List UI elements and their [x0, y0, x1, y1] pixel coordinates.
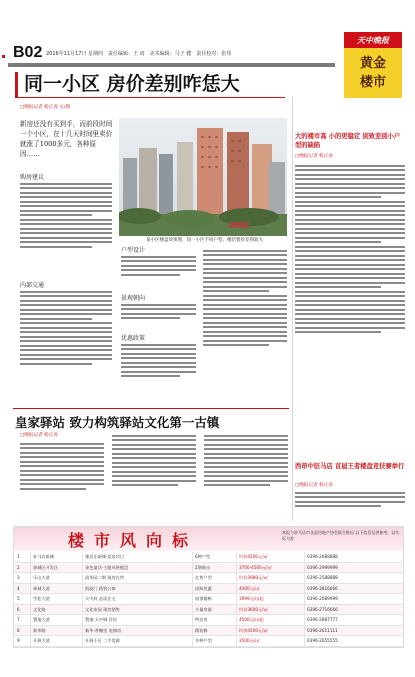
table-cell: 0396-2689999: [307, 596, 338, 601]
right-byline-1: □晚报记者 杨正涛: [295, 154, 333, 159]
section-logo: [344, 32, 402, 98]
table-cell: 文化家园 现房销售: [85, 606, 120, 612]
table-cell: 均价3980元/㎡: [239, 575, 268, 580]
table-row: [14, 552, 403, 563]
table-cell: 开源小区 二手房源: [85, 638, 120, 643]
market-table-header: [14, 527, 403, 551]
table-cell: 0396-2999999: [307, 564, 338, 570]
table-cell: 4300元/㎡: [239, 585, 260, 591]
lead-col-mid-2: [121, 301, 196, 322]
table-cell: 4: [17, 585, 20, 591]
col-sep: [236, 552, 237, 647]
table-cell: 3700-4500元/㎡: [239, 564, 272, 570]
second-headline: 皇家驿站 致力构筑驿站文化第一古镇: [15, 415, 220, 430]
lead-photo: [119, 118, 287, 236]
table-cell: 驿城区开发区: [33, 564, 59, 570]
logo-line-2: 楼市: [359, 75, 386, 90]
col-sep: [30, 552, 31, 647]
right-column-divider: [292, 96, 293, 521]
table-cell: 凯旋门 精装公寓: [85, 585, 116, 591]
table-cell: 0396-2716666: [307, 606, 338, 612]
header-dot: [2, 55, 5, 58]
market-table-title: 楼市风向标: [68, 531, 199, 550]
table-cell: 多种户型: [195, 638, 212, 643]
table-row: [14, 573, 403, 584]
table-cell: 特价房: [195, 617, 208, 622]
table-cell: 3: [17, 575, 20, 580]
right-headline-1: 大的楼市高 小的更稳定 别致差别小户型的缺陷: [295, 133, 401, 149]
table-cell: 文化路: [33, 606, 46, 612]
table-cell: 3999元/㎡起: [239, 596, 264, 601]
lead-col-left-2: [20, 288, 112, 367]
photo-caption: 某小区楼盘效果图，同一小区不同户型、楼层售价差别较大: [146, 238, 263, 243]
lead-col-left-1: [20, 180, 112, 250]
table-cell: 均价3600元/㎡: [239, 606, 268, 612]
logo-section-name: [344, 48, 402, 98]
lead-col-mid-1: [121, 253, 196, 278]
right-col-body-1: [295, 162, 405, 336]
table-cell: 0396-2611111: [307, 627, 338, 633]
table-cell: 0396-2887777: [307, 617, 338, 622]
second-col-1: [20, 440, 104, 492]
subhead-mid-2: 景观朝向: [121, 295, 146, 302]
table-cell: 3500元/㎡: [239, 638, 260, 643]
table-cell: 清华园二期 现房在售: [85, 575, 125, 580]
publication-line: 2016年11月17日 星期四 责任编辑：王 琦 美术编辑：马子 健 责任校对：张伟: [46, 51, 232, 57]
lead-byline: □晚报记者 杨正涛 文/图: [20, 105, 71, 110]
table-cell: 开源大道: [33, 638, 50, 643]
second-col-2: [112, 432, 196, 489]
table-cell: 雅居乐新城·某某项目: [85, 554, 125, 559]
table-cell: 9: [17, 638, 20, 643]
table-cell: 在售户型: [195, 575, 212, 580]
lead-col-mid-3: [121, 341, 196, 380]
logo-brand: 天中晚报: [344, 32, 402, 48]
table-cell: 天中府 品质住宅: [85, 596, 116, 601]
table-row: [14, 615, 403, 626]
col-sep: [192, 552, 193, 647]
table-cell: 2期推出: [195, 564, 211, 570]
table-cell: 驿城大道: [33, 585, 50, 591]
table-cell: 雪松大道: [33, 596, 50, 601]
table-cell: 驻马店新城: [33, 554, 54, 559]
table-cell: 均价4100元/㎡: [239, 627, 268, 633]
second-story-rule: [13, 408, 289, 409]
table-row: [14, 636, 403, 647]
table-cell: 乐山大道: [33, 575, 50, 580]
market-table-rows: [14, 552, 403, 647]
second-col-3: [204, 432, 288, 489]
lead-headline: 同一小区 房价差别咋恁大: [15, 72, 285, 98]
subhead-left-1: 购房建议: [20, 174, 45, 181]
table-cell: 8: [17, 627, 20, 633]
table-row: [14, 584, 403, 595]
right-col-body-2: [295, 489, 405, 510]
table-cell: 加推楼栋: [195, 596, 212, 601]
right-headline-2: 西昂中驻马店 首届王者楼盘竞技赛举行: [295, 463, 405, 470]
table-cell: 新华路: [33, 627, 46, 633]
market-table-note: 本报与驻马店市各县房地产协会联合推出 以下信息仅供参考，以实际为准: [282, 530, 400, 541]
table-cell: 2: [17, 564, 20, 570]
header-rule: [8, 63, 335, 67]
table-cell: 5: [17, 596, 20, 601]
subhead-mid-3: 优惠政策: [121, 335, 146, 342]
table-cell: 精装修: [195, 627, 208, 633]
lead-col-right: [203, 247, 287, 349]
table-cell: 团购优惠: [195, 585, 212, 591]
table-cell: 少量房源: [195, 606, 212, 612]
table-row: [14, 605, 403, 616]
logo-line-1: 黄金: [359, 56, 386, 71]
right-byline-2: □晚报记者 杨正涛: [295, 483, 333, 488]
table-cell: 新华·香榭里 电梯房: [85, 627, 122, 633]
table-cell: 1: [17, 554, 20, 559]
table-cell: 置地·天中城 洋房: [85, 617, 117, 622]
table-cell: 7: [17, 617, 20, 622]
market-table: [13, 526, 404, 648]
subhead-left-2: 内部交通: [20, 282, 45, 289]
section-code: B02: [13, 44, 43, 61]
table-row: [14, 594, 403, 605]
table-cell: 置地大道: [33, 617, 50, 622]
col-sep: [304, 552, 305, 647]
lead-intro: 新房还没有买到手，而前段时间一个小区，在十几天时间里卖价就涨了1000多元，各种原因……: [20, 120, 113, 158]
table-cell: 金色童话·主题风格楼盘: [85, 564, 129, 570]
table-cell: 4500元/㎡起: [239, 617, 264, 622]
table-row: [14, 563, 403, 574]
table-cell: 6: [17, 606, 20, 612]
table-cell: 0396-2688888: [307, 554, 338, 559]
table-cell: 6种户型: [195, 554, 211, 559]
table-row: [14, 626, 403, 637]
second-byline: □晚报记者 杨正涛: [20, 433, 58, 438]
subhead-mid-1: 户型设计: [121, 247, 146, 254]
col-sep: [82, 552, 83, 647]
table-cell: 0396-2588888: [307, 575, 338, 580]
table-cell: 0396-2655555: [307, 638, 338, 643]
table-cell: 均价4200元/㎡: [239, 554, 268, 559]
table-cell: 0396-3816666: [307, 585, 338, 591]
